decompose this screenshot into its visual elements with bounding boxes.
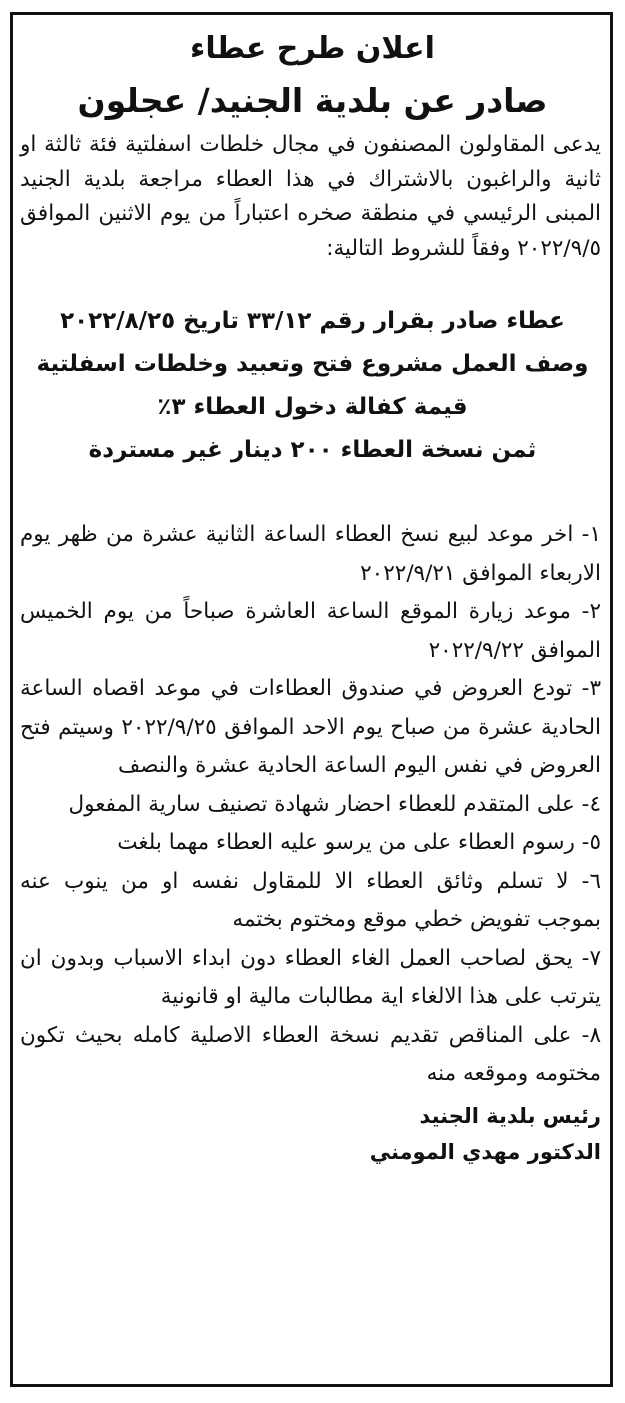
- signature-block: [14, 1098, 601, 1170]
- announcement-heading: اعلان طرح عطاء: [190, 31, 435, 66]
- condition-item: ٤- على المتقدم للعطاء احضار شهادة تصنيف سارية المفعول: [68, 791, 601, 817]
- condition-item: ٣- تودع العروض في صندوق العطاءات في موعد اقصاه الساعة الحادية عشرة من صباح يوم الاحد الموافق ٢٠٢٢/٩/٢٥ وسيتم فتح العروض في نفس اليوم الساعة الحادية عشرة والنصف: [20, 676, 601, 778]
- signatory-name: الدكتور مهدي المومني: [369, 1139, 601, 1164]
- work-description-line: وصف العمل مشروع فتح وتعبيد وخلطات اسفلتية: [36, 351, 589, 377]
- signatory-title: رئيس بلدية الجنيد: [419, 1103, 601, 1128]
- tender-announcement: [14, 24, 611, 1170]
- condition-item: ٧- يحق لصاحب العمل الغاء العطاء دون ابداء الاسباب وبدون ان يترتب على هذا الالغاء اية مطالبات مالية او قانونية: [20, 945, 601, 1009]
- conditions-list: [20, 516, 601, 1094]
- condition-item: ٨- على المناقص تقديم نسخة العطاء الاصلية كامله بحيث تكون مختومه وموقعه منه: [20, 1022, 601, 1086]
- condition-item: ٦- لا تسلم وثائق العطاء الا للمقاول نفسه او من ينوب عنه بموجب تفويض خطي موقع ومختوم بختمه: [20, 868, 601, 932]
- document-price-line: ثمن نسخة العطاء ٢٠٠ دينار غير مستردة: [88, 437, 537, 463]
- tender-terms: [14, 300, 611, 472]
- decision-number-line: عطاء صادر بقرار رقم ٣٣/١٢ تاريخ ٢٠٢٢/٨/٢٥: [60, 308, 565, 334]
- intro-paragraph: يدعى المقاولون المصنفون في مجال خلطات اسفلتية فئة ثالثة او ثانية والراغبون بالاشتراك في هذا العطاء مراجعة بلدية الجنيد المبنى الرئيسي في منطقة صخره اعتباراً من يوم الاثنين الموافق ٢٠٢٢/٩/٥ وفقاً للشروط التالية:: [20, 132, 601, 261]
- condition-item: ٢- موعد زيارة الموقع الساعة العاشرة صباحاً من يوم الخميس الموافق ٢٠٢٢/٩/٢٢: [20, 599, 601, 663]
- issuer-heading: صادر عن بلدية الجنيد/ عجلون: [77, 81, 548, 120]
- condition-item: ٥- رسوم العطاء على من يرسو عليه العطاء مهما بلغت: [117, 830, 601, 855]
- condition-item: ١- اخر موعد لبيع نسخ العطاء الساعة الثانية عشرة من ظهر يوم الاربعاء الموافق ٢٠٢٢/٩/٢١: [20, 522, 601, 586]
- bid-bond-line: قيمة كفالة دخول العطاء ٣٪: [157, 394, 468, 420]
